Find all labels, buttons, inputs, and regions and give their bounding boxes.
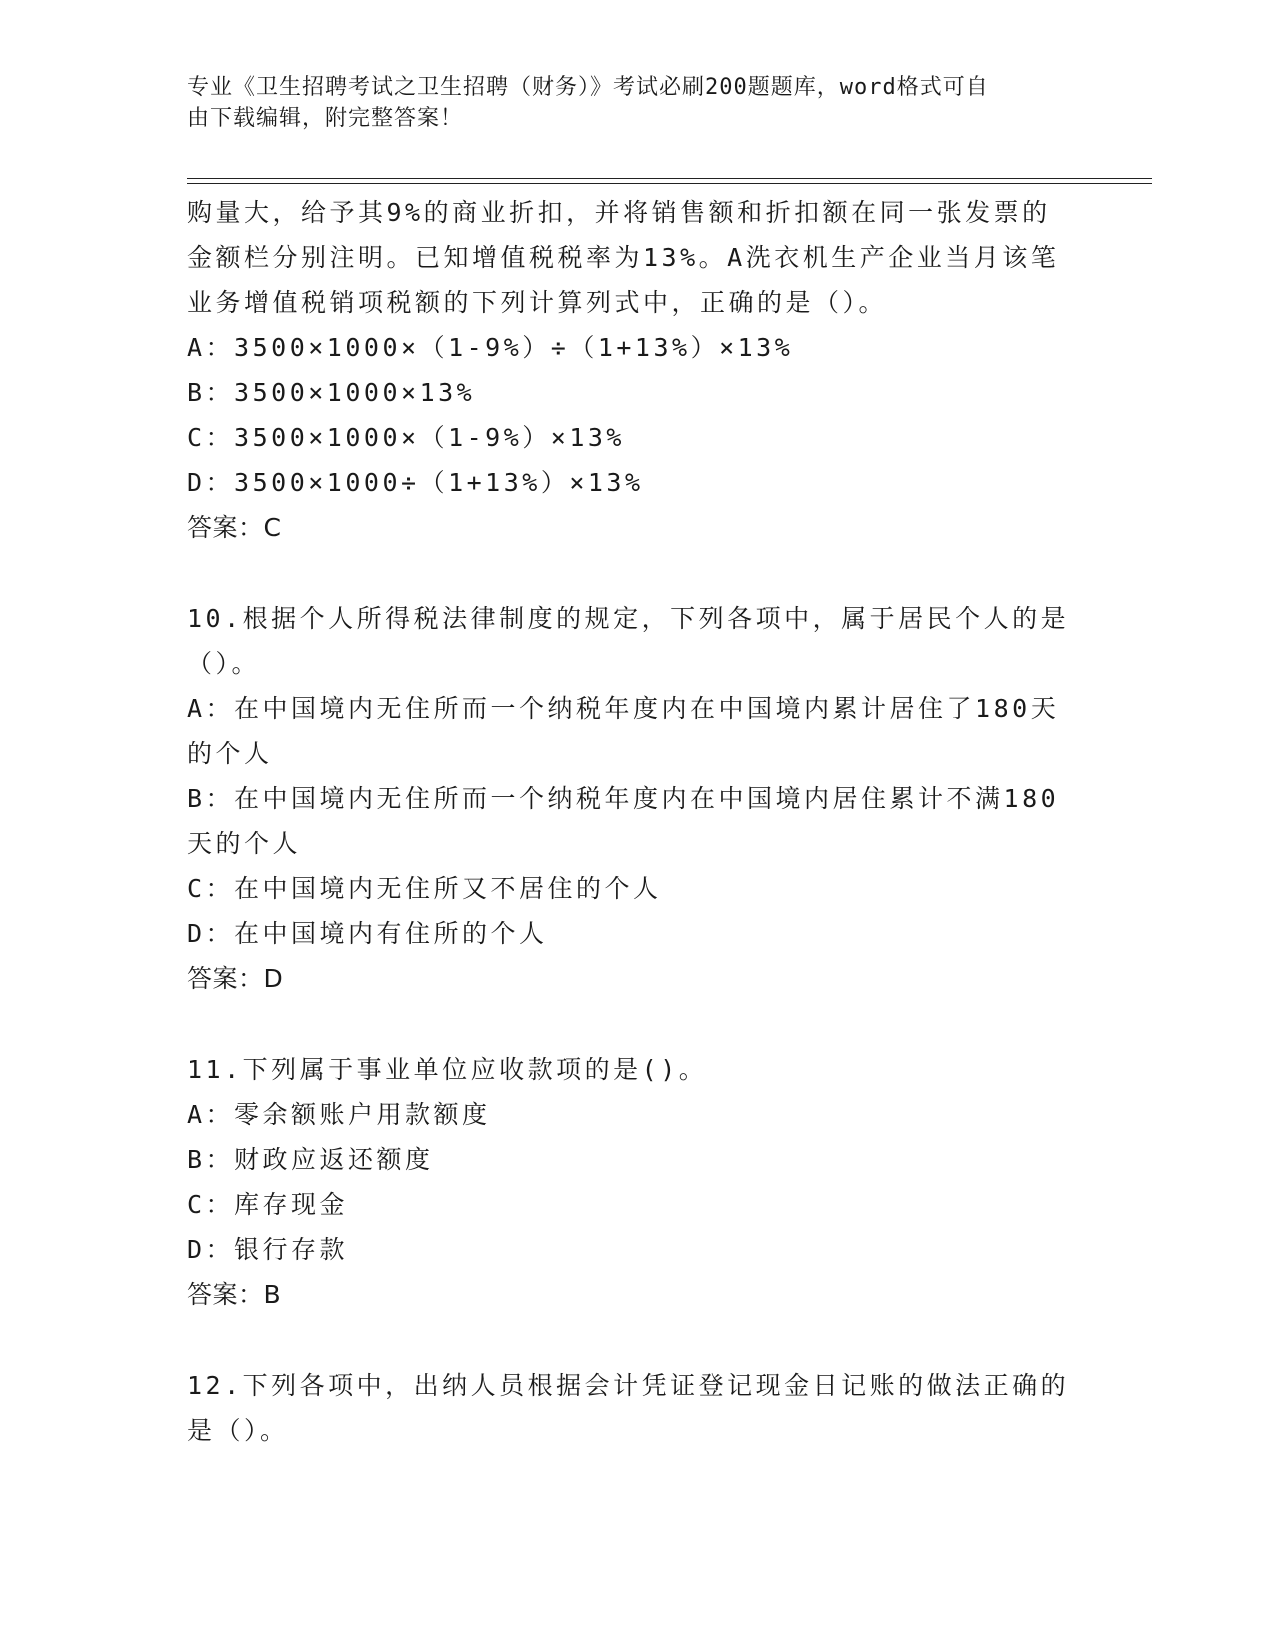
answer-line: 答案：C (187, 513, 282, 542)
question-text-line: 11.下列属于事业单位应收款项的是()。 (187, 1055, 708, 1084)
header-rule-bottom (187, 183, 1152, 184)
answer-line: 答案：D (187, 964, 284, 993)
question-10 (187, 596, 1087, 1001)
header-line-1: 专业《卫生招聘考试之卫生招聘（财务）》考试必刷200题题库，word格式可自 (187, 75, 989, 100)
answer-line: 答案：B (187, 1280, 282, 1309)
spacer (187, 1317, 1087, 1363)
option-c: C：在中国境内无住所又不居住的个人 (187, 874, 662, 903)
option-a: A：3500×1000×（1-9%）÷（1+13%）×13% (187, 333, 794, 362)
option-c: C：库存现金 (187, 1190, 349, 1219)
option-b: B：在中国境内无住所而一个纳税年度内在中国境内居住累计不满180 (187, 784, 1060, 813)
question-text-line: 是（）。 (187, 1416, 289, 1445)
spacer (187, 1001, 1087, 1047)
option-d: D：在中国境内有住所的个人 (187, 919, 548, 948)
header-rule-top (187, 178, 1152, 179)
question-11 (187, 1047, 1087, 1317)
spacer (187, 550, 1087, 596)
option-b: B：财政应返还额度 (187, 1145, 434, 1174)
question-text-line: 购量大，给予其9%的商业折扣，并将销售额和折扣额在同一张发票的 (187, 198, 1051, 227)
question-12 (187, 1363, 1087, 1453)
question-text-line: 金额栏分别注明。已知增值税税率为13%。A洗衣机生产企业当月该笔 (187, 243, 1060, 272)
question-text-line: 12.下列各项中，出纳人员根据会计凭证登记现金日记账的做法正确的 (187, 1371, 1070, 1400)
option-d: D：3500×1000÷（1+13%）×13% (187, 468, 644, 497)
option-d: D：银行存款 (187, 1235, 349, 1264)
option-b-continued: 天的个人 (187, 829, 302, 858)
option-a: A：在中国境内无住所而一个纳税年度内在中国境内累计居住了180天 (187, 694, 1060, 723)
option-a-continued: 的个人 (187, 739, 273, 768)
document-body (187, 190, 1087, 1453)
option-c: C：3500×1000×（1-9%）×13% (187, 423, 625, 452)
option-b: B：3500×1000×13% (187, 378, 476, 407)
document-header (187, 72, 1087, 134)
question-text-line: 10.根据个人所得税法律制度的规定，下列各项中，属于居民个人的是 (187, 604, 1070, 633)
option-a: A：零余额账户用款额度 (187, 1100, 491, 1129)
question-9 (187, 190, 1087, 550)
question-text-line: 业务增值税销项税额的下列计算列式中，正确的是（）。 (187, 288, 888, 317)
question-text-line: （）。 (187, 649, 261, 678)
header-line-2: 由下载编辑，附完整答案！ (187, 106, 464, 131)
